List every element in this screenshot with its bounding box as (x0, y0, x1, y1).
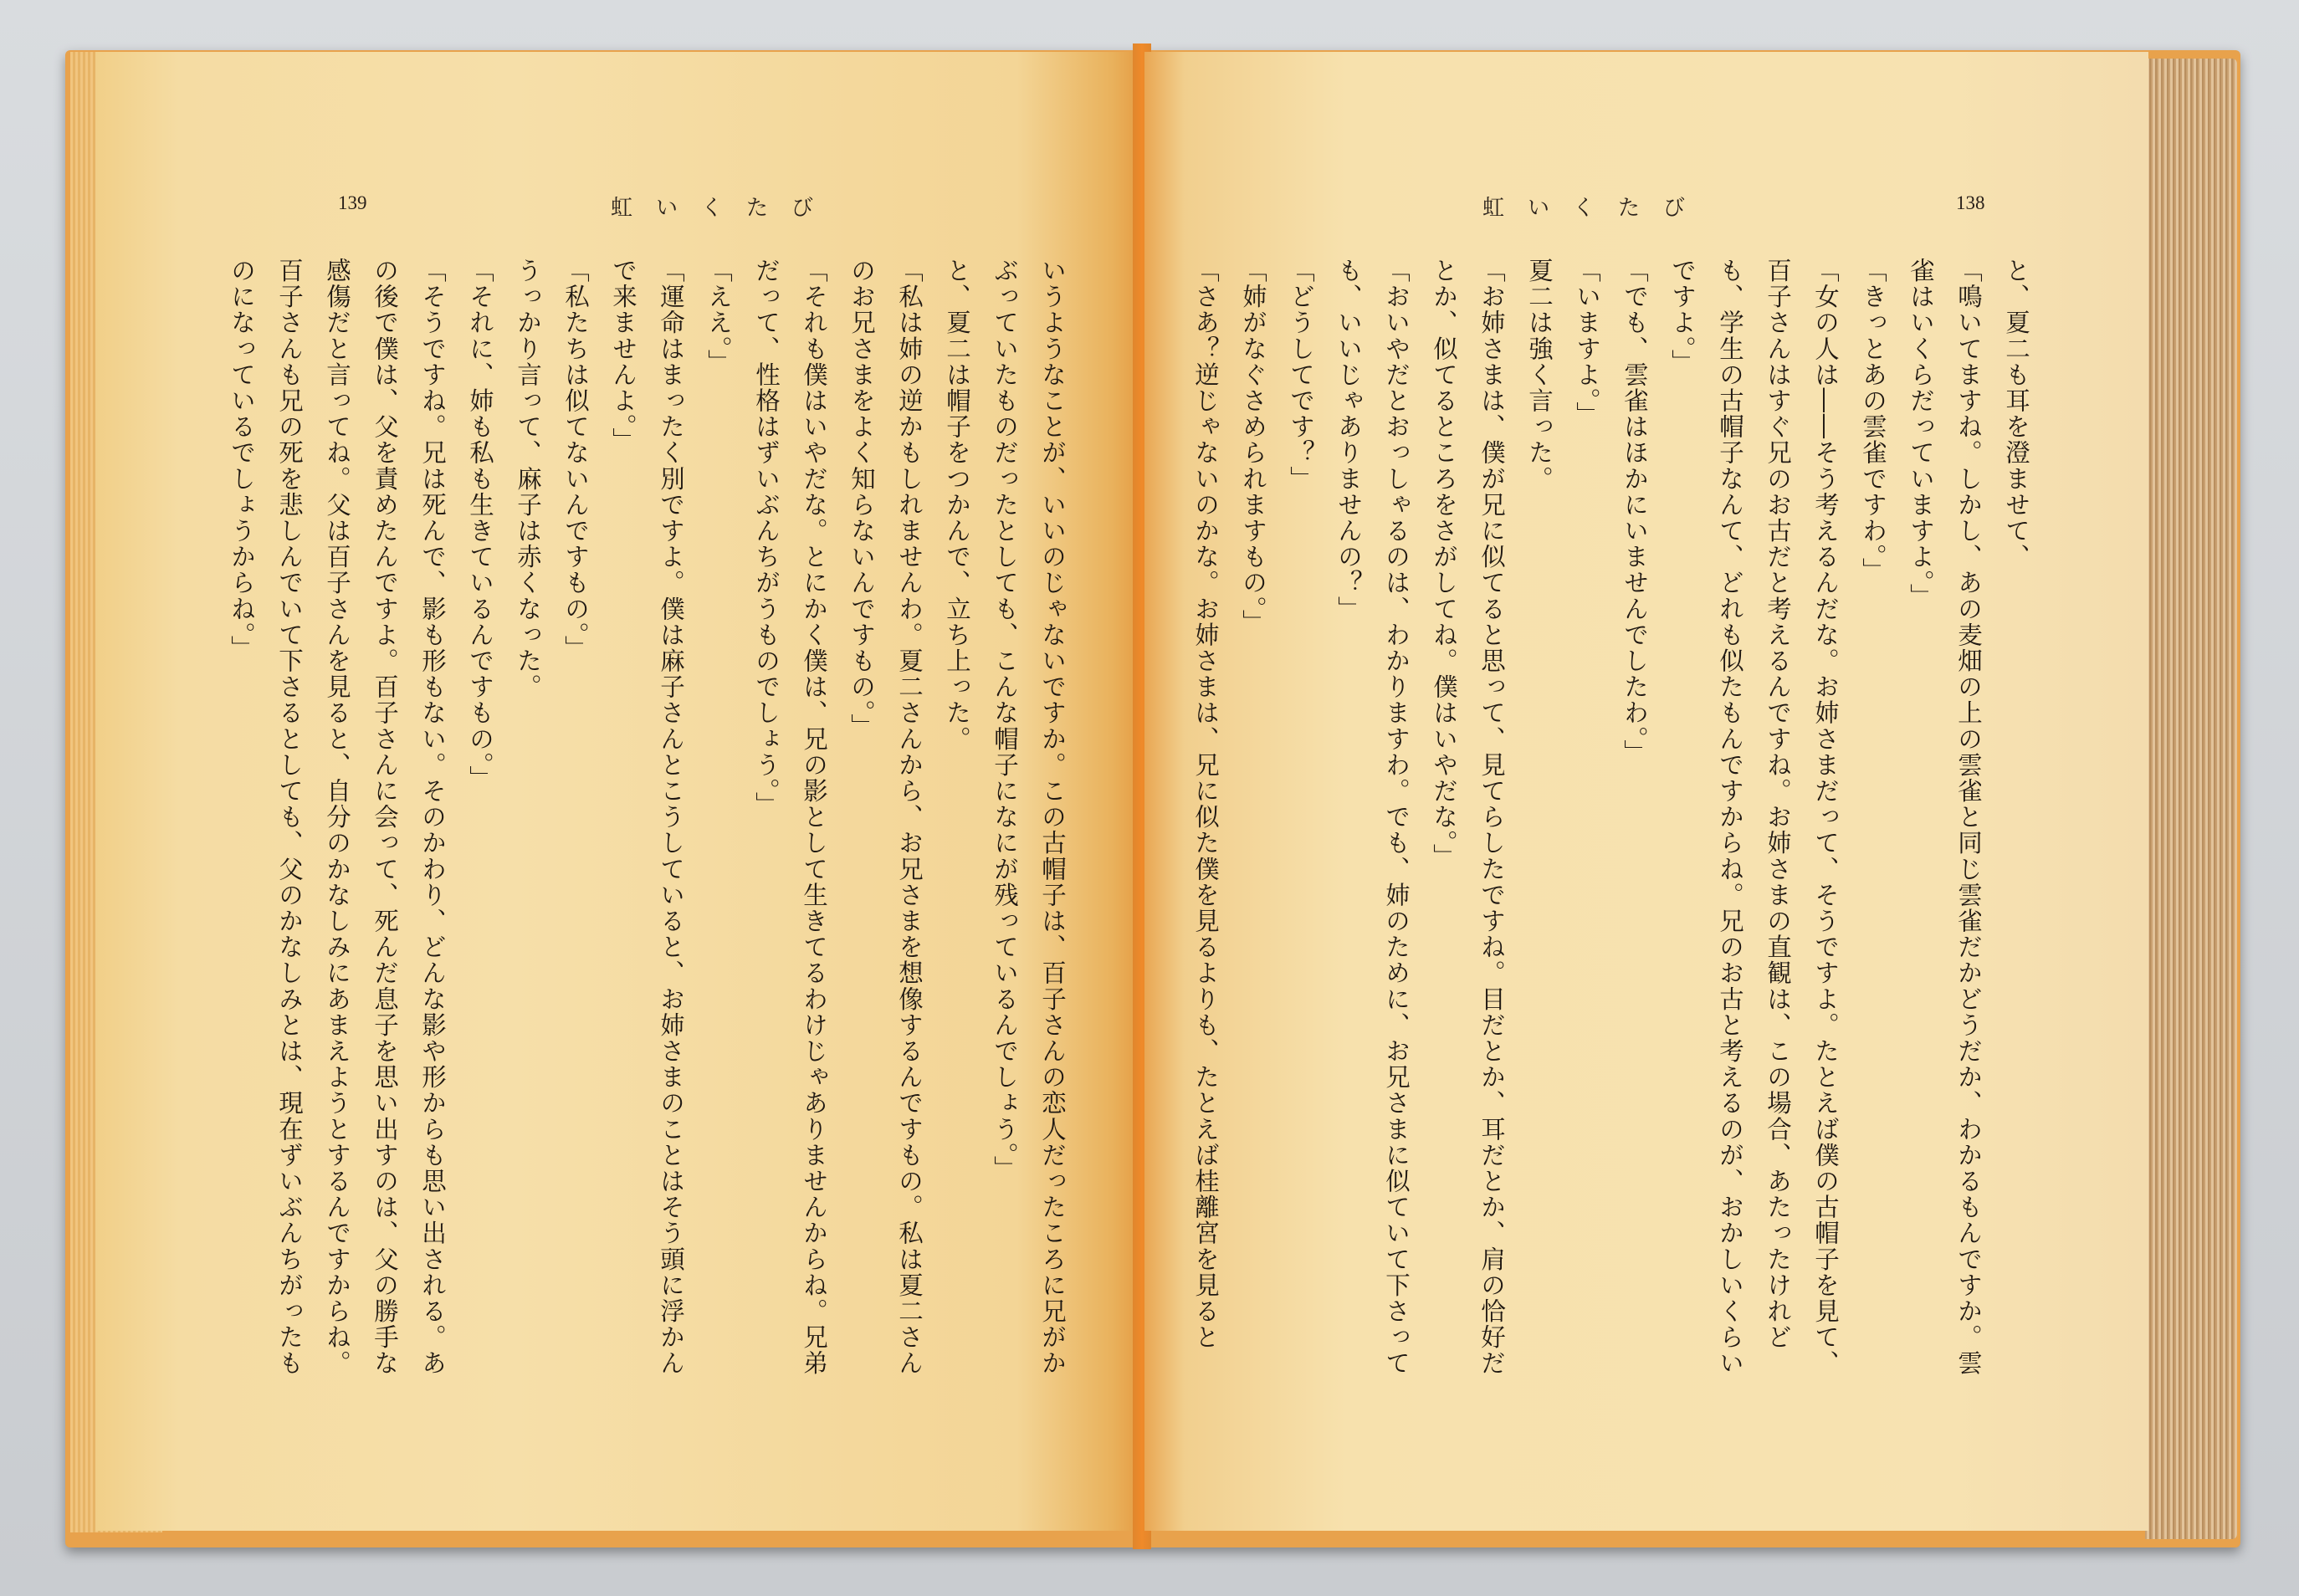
text-line: 「お姉さまは、僕が兄に似てると思って、見てらしたですね。目だとか、耳だとか、肩の恰好だ (1477, 258, 1506, 1377)
text-line: いうようなことが、いいのじゃないですか。この古帽子は、百子さんの恋人だったころに兄がか (1038, 258, 1067, 1377)
left-page-number: 139 (338, 192, 367, 213)
text-line: だって、性格はずいぶんちがうものでしょう。」 (752, 258, 781, 818)
text-line: 「おいやだとおっしゃるのは、わかりますわ。でも、姉のために、お兄さまに似ていて下さって (1382, 258, 1411, 1377)
text-line: 「私は姉の逆かもしれませんわ。夏二さんから、お兄さまを想像するんですもの。私は夏二さん (895, 258, 924, 1377)
text-line: 百子さんも兄の死を悲しんでいて下さるとしても、父のかなしみとは、現在ずいぶんちがったも (275, 258, 304, 1377)
text-line: 「運命はまったく別ですよ。僕は麻子さんとこうしていると、お姉さまのことはそう頭に浮かん (657, 258, 685, 1377)
text-line: 百子さんはすぐ兄のお古だと考えるんですね。お姉さまの直観は、この場合、あたったけれど (1764, 258, 1792, 1351)
text-line: 「ええ。」 (704, 258, 733, 376)
right-page-text (1191, 258, 2040, 1546)
text-line: 「そうですね。兄は死んで、影も形もない。そのかわり、どんな影や形からも思い出される。あ (418, 258, 447, 1377)
text-line: と、夏二も耳を澄ませて、 (2002, 258, 2030, 570)
text-line: のになっているでしょうからね。」 (228, 258, 256, 662)
text-line: 「いますよ。」 (1573, 258, 1601, 427)
text-line: 「鳴いてますね。しかし、あの麦畑の上の雲雀と同じ雲雀だかどうだか、わかるもんですか。雲 (1954, 258, 1983, 1377)
left-running-head: 虹いくたび (611, 196, 837, 221)
text-line: のお兄さまをよく知らないんですもの。」 (847, 258, 876, 740)
text-line: 雀はいくらだっていますよ。」 (1907, 258, 1935, 610)
text-line: 「姉がなぐさめられますもの。」 (1239, 258, 1267, 636)
text-line: ぶっていたものだったとしても、こんな帽子になにが残っているんでしょう。」 (991, 258, 1019, 1182)
text-line: 「どうしてです？」 (1287, 258, 1315, 492)
text-line: と、夏二は帽子をつかんで、立ち上った。 (943, 258, 971, 752)
text-line: も、学生の古帽子なんて、どれも似たもんですからね。兄のお古と考えるのが、おかしいくらい (1716, 258, 1744, 1377)
text-line: 「女の人は――そう考えるんだな。お姉さまだって、そうですよ。たとえば僕の古帽子を見て、 (1811, 258, 1840, 1377)
text-line: 「私たちは似てないんですもの。」 (561, 258, 590, 662)
text-line: 夏二は強く言った。 (1525, 258, 1554, 492)
right-page (1144, 52, 2148, 1531)
open-book (65, 43, 2240, 1549)
text-line: 感傷だと言ってね。父は百子さんを見ると、自分のかなしみにあまえようとするんですからね。 (323, 258, 351, 1377)
text-line: の後で僕は、父を責めたんですよ。百子さんに会って、死んだ息子を思い出すのは、父の勝手な (371, 258, 399, 1377)
text-line: 「さあ？逆じゃないのかな。お姉さまは、兄に似た僕を見るよりも、たとえば桂離宮を見ると (1191, 258, 1220, 1351)
text-line: ですよ。」 (1668, 258, 1697, 376)
text-line: とか、似てるところをさがしてね。僕はいやだな。」 (1430, 258, 1458, 870)
text-line: 「でも、雲雀はほかにいませんでしたわ。」 (1621, 258, 1649, 766)
text-line: で来ませんよ。」 (609, 258, 637, 454)
left-page-text (228, 258, 1076, 1546)
right-page-number: 138 (1956, 192, 1985, 213)
text-line: 「それも僕はいやだな。とにかく僕は、兄の影として生きてるわけじゃありませんからね。兄弟 (800, 258, 828, 1377)
right-running-head: 虹いくたび (1482, 196, 1709, 221)
text-line: うっかり言って、麻子は赤くなった。 (514, 258, 542, 700)
left-page (95, 52, 1143, 1531)
text-line: 「きっとあの雲雀ですわ。」 (1859, 258, 1887, 584)
right-page-block-edge (2145, 59, 2237, 1539)
text-line: も、いいじゃありませんの？」 (1334, 258, 1363, 622)
text-line: 「それに、姉も私も生きているんですもの。」 (466, 258, 494, 792)
